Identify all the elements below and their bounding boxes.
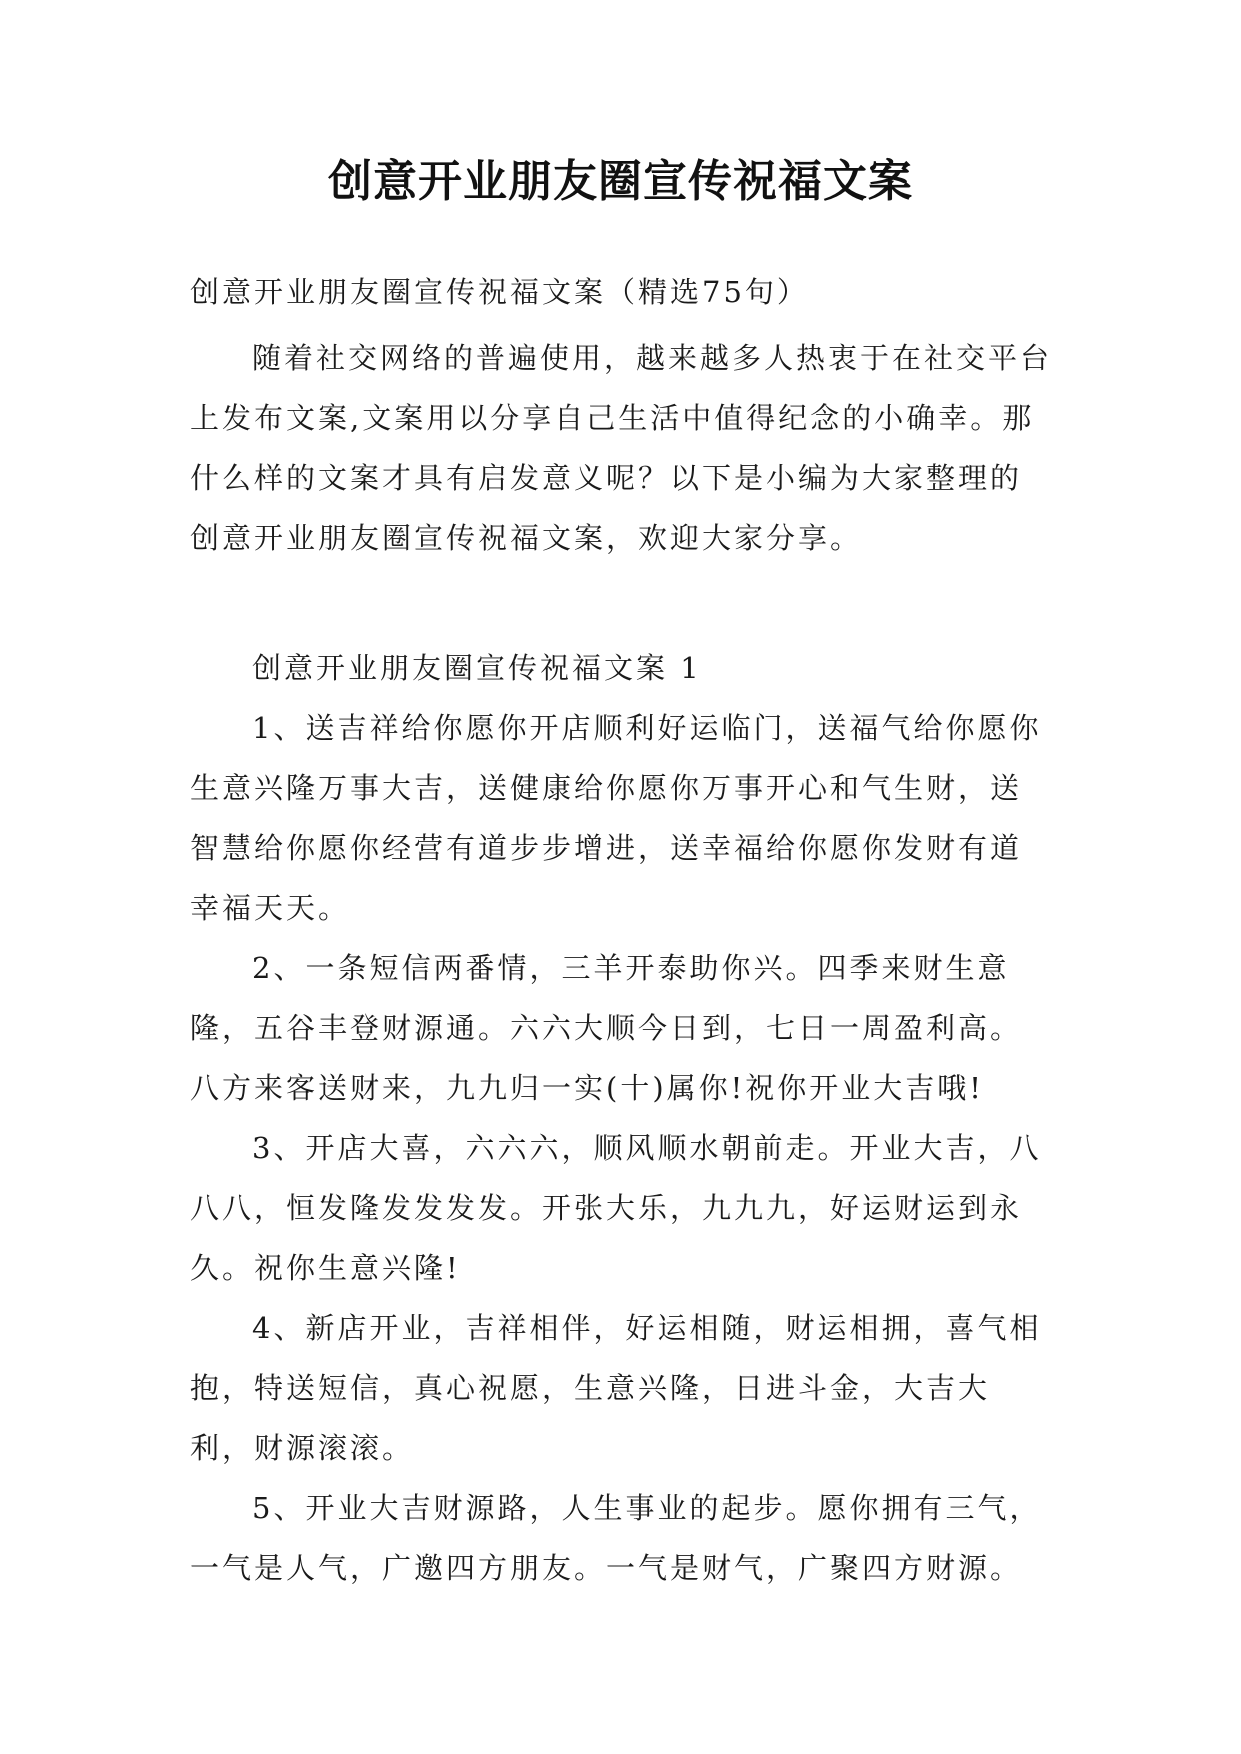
document-body xyxy=(190,262,1052,1598)
list-item: 1、送吉祥给你愿你开店顺利好运临门，送福气给你愿你生意兴隆万事大吉，送健康给你愿你万事开心和气生财，送智慧给你愿你经营有道步步增进，送幸福给你愿你发财有道幸福天天。 xyxy=(190,711,1042,925)
intro-paragraph: 随着社交网络的普遍使用，越来越多人热衷于在社交平台上发布文案,文案用以分享自己生活中值得纪念的小确幸。那什么样的文案才具有启发意义呢？以下是小编为大家整理的创意开业朋友圈宣传祝福文案，欢迎大家分享。 xyxy=(190,341,1053,555)
document-subtitle: 创意开业朋友圈宣传祝福文案（精选75句） xyxy=(190,275,809,309)
list-item: 2、一条短信两番情，三羊开泰助你兴。四季来财生意隆，五谷丰登财源通。六六大顺今日到，七日一周盈利高。八方来客送财来，九九归一实(十)属你!祝你开业大吉哦! xyxy=(190,951,1023,1105)
list-item: 3、开店大喜，六六六，顺风顺水朝前走。开业大吉，八八八，恒发隆发发发发。开张大乐，九九九，好运财运到永久。祝你生意兴隆! xyxy=(190,1131,1042,1285)
document-title: 创意开业朋友圈宣传祝福文案 xyxy=(328,156,913,207)
list-item: 4、新店开业，吉祥相伴，好运相随，财运相拥，喜气相抱，特送短信，真心祝愿，生意兴隆，日进斗金，大吉大利，财源滚滚。 xyxy=(190,1311,1042,1465)
section-heading: 创意开业朋友圈宣传祝福文案 1 xyxy=(252,651,702,685)
list-item: 5、开业大吉财源路，人生事业的起步。愿你拥有三气，一气是人气，广邀四方朋友。一气是财气，广聚四方财源。 xyxy=(190,1491,1042,1585)
